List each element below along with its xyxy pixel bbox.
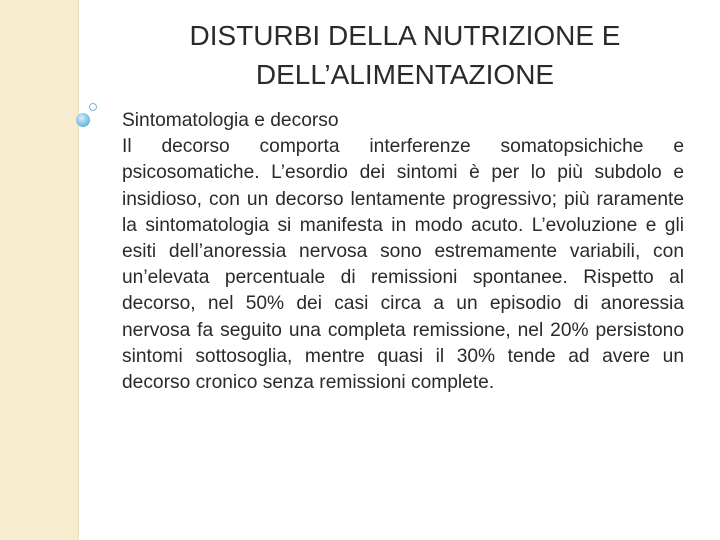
slide-title: [95, 16, 715, 94]
small-circle-icon: [89, 103, 97, 111]
slide-body: [122, 108, 684, 396]
title-line-2: DELL’ALIMENTAZIONE: [255, 59, 555, 90]
decorative-side-band: [0, 0, 79, 540]
section-subtitle: Sintomatologia e decorso: [122, 110, 339, 131]
title-line-1: DISTURBI DELLA NUTRIZIONE E: [189, 20, 621, 51]
body-paragraph: Il decorso comporta interferenze somatopsichiche e psicosomatiche. L’esordio dei sintomi è per lo più subdolo e insidioso, con un decorso lentamente progressivo; più raramente la sintomatologia si manifesta in modo acuto. L’evoluzione e gli esiti dell’anoressia nervosa sono estremamente variabili, con un’elevata percentuale di remissioni spontanee. Rispetto al decorso, nel 50% dei casi circa a un episodio di anoressia nervosa fa seguito una completa remissione, nel 20% persistono sintomi sottosoglia, mentre quasi il 30% tende ad avere un decorso cronico senza remissioni complete.: [122, 136, 684, 394]
bullet-circle-icon: [76, 113, 90, 127]
